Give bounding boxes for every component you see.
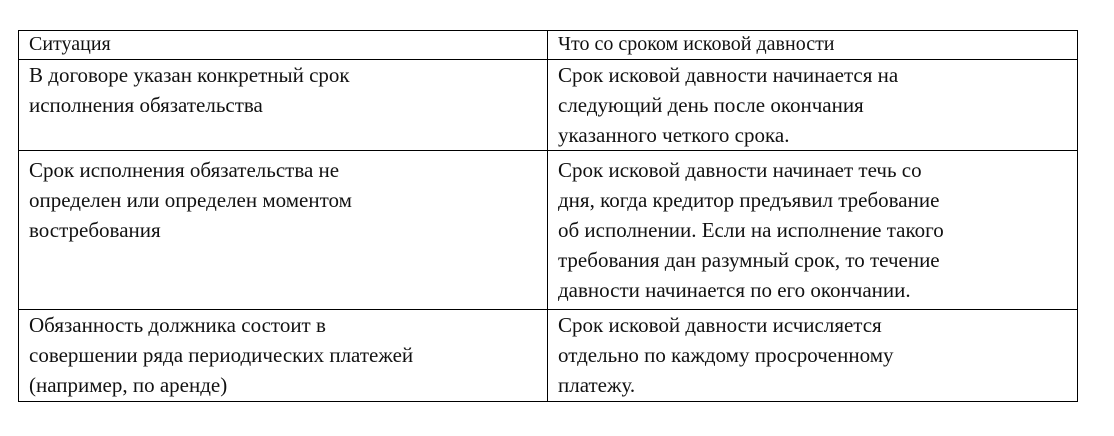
table-header-row <box>19 31 1078 60</box>
statute-of-limitations-table <box>18 30 1078 402</box>
outcome-cell: Срок исковой давности начинается на следующий день после окончания указанного четкого срока. <box>548 60 1078 151</box>
outcome-cell: Срок исковой давности начинает течь со дня, когда кредитор предъявил требование об исполнении. Если на исполнение такого требования дан разумный срок, то течение давности начинается по его окончании. <box>548 151 1078 310</box>
header-limitation-period: Что со сроком исковой давности <box>548 31 1078 60</box>
table-row <box>19 151 1078 310</box>
table-row <box>19 60 1078 151</box>
situation-cell: Срок исполнения обязательства не определен или определен моментом востребования <box>19 151 548 310</box>
situation-cell: Обязанность должника состоит в совершении ряда периодических платежей (например, по аренде) <box>19 310 548 402</box>
outcome-cell: Срок исковой давности исчисляется отдельно по каждому просроченному платежу. <box>548 310 1078 402</box>
table-row <box>19 310 1078 402</box>
header-situation: Ситуация <box>19 31 548 60</box>
situation-cell: В договоре указан конкретный срок исполнения обязательства <box>19 60 548 151</box>
